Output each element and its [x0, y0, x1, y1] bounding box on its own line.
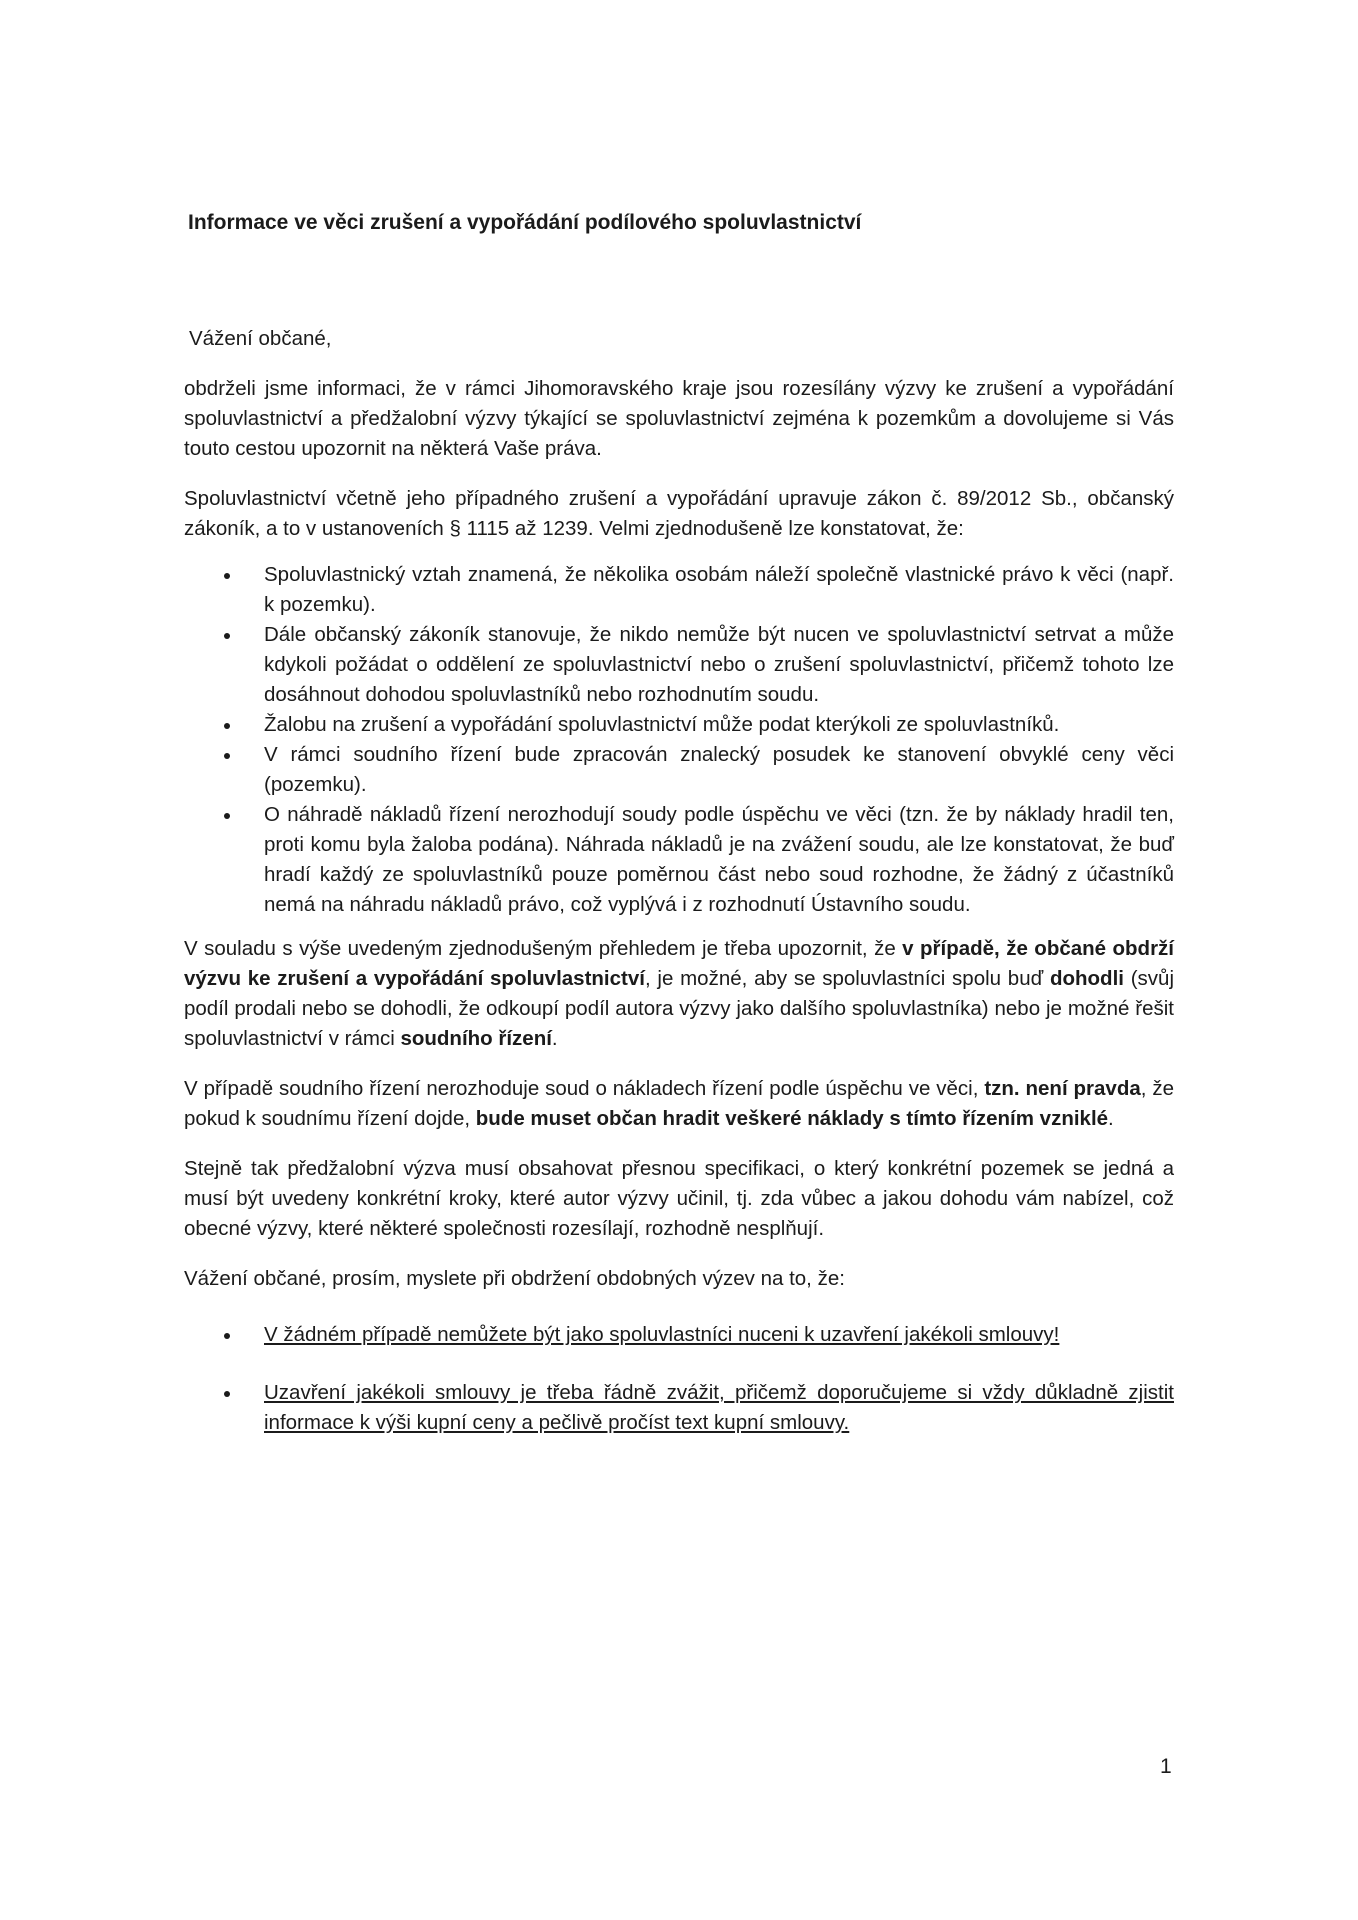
bullet-text: Dále občanský zákoník stanovuje, že nikdo nemůže být nucen ve spoluvlastnictví setrvat a může kdykoli požádat o oddělení ze spoluvlastnictví nebo o zrušení spoluvlastnictví, přičemž tohoto lze dosáhnout dohodou spoluvlastníků nebo rozhodnutím soudu. [264, 623, 1174, 706]
list-item [184, 740, 1174, 800]
prelawsuit-paragraph: Stejně tak předžalobní výzva musí obsahovat přesnou specifikaci, o který konkrétní pozemek se jedná a musí být uvedeny konkrétní kroky, které autor výzvy učinil, tj. zda vůbec a jakou dohodu vám nabízel, což obecné výzvy, které některé společnosti rozesílají, rozhodně nesplňují. [184, 1157, 1174, 1240]
court-text-2: , že pokud k soudnímu řízení dojde, [184, 1077, 1175, 1130]
list-item [184, 620, 1174, 710]
court-bold-2: bude muset občan hradit veškeré náklady s tímto řízením vzniklé [475, 1107, 1109, 1130]
page-number: 1 [1160, 1755, 1172, 1778]
accord-text-2: , je možné, aby se spoluvlastníci spolu buď [644, 967, 1050, 990]
list-item [184, 710, 1174, 740]
bullet-icon [224, 753, 230, 759]
list-item [184, 1378, 1174, 1438]
bullet-icon [224, 633, 230, 639]
list-item [184, 800, 1174, 920]
law-reference-paragraph: Spoluvlastnictví včetně jeho případného zrušení a vypořádání upravuje zákon č. 89/2012 Sb., občanský zákoník, a to v ustanoveních § 1115 až 1239. Velmi zjednodušeně lze konstatovat, že: [184, 487, 1174, 540]
accord-bold-1: v případě, že občané obdrží výzvu ke zrušení a vypořádání spoluvlastnictví [184, 937, 1174, 990]
list-item [184, 1320, 1174, 1350]
accord-bold-3: soudního řízení [400, 1027, 552, 1050]
list-item [184, 560, 1174, 620]
bullet-text: Žalobu na zrušení a vypořádání spoluvlastnictví může podat kterýkoli ze spoluvlastníků. [264, 713, 1060, 736]
court-bold-1: tzn. není pravda [984, 1077, 1141, 1100]
accord-text-4: . [551, 1027, 558, 1050]
court-costs-paragraph [184, 1074, 1174, 1134]
accord-text-3: (svůj podíl prodali nebo se dohodli, že odkoupí podíl autora výzvy jako dalšího spoluvlastníka) nebo je možné řešit spoluvlastnictví v rámci [184, 967, 1174, 1050]
intro-paragraph: obdrželi jsme informaci, že v rámci Jihomoravského kraje jsou rozesílány výzvy ke zrušení a vypořádání spoluvlastnictví a předžalobní výzvy týkající se spoluvlastnictví zejména k pozemkům a dovolujeme si Vás touto cestou upozornit na některá Vaše práva. [184, 377, 1174, 460]
bullet-icon [224, 723, 230, 729]
document-title: Informace ve věci zrušení a vypořádání podílového spoluvlastnictví [188, 211, 862, 234]
accord-bold-2: dohodli [1049, 967, 1124, 990]
court-text-3: . [1108, 1107, 1114, 1130]
bullet-text: O náhradě nákladů řízení nerozhodují soudy podle úspěchu ve věci (tzn. že by náklady hradil ten, proti komu byla žaloba podána). Náhrada nákladů je na zvážení soudu, ale lze konstatovat, že buď hradí každý ze spoluvlastníků pouze poměrnou část nebo soud rozhodne, že žádný z účastníků nemá na náhradu nákladů právo, což vyplývá i z rozhodnutí Ústavního soudu. [264, 803, 1174, 916]
warning-text: Uzavření jakékoli smlouvy je třeba řádně zvážit, přičemž doporučujeme si vždy důkladně zjistit informace k výši kupní ceny a pečlivě pročíst text kupní smlouvy. [264, 1381, 1174, 1434]
bullet-icon [224, 1391, 230, 1397]
court-text-1: V případě soudního řízení nerozhoduje soud o nákladech řízení podle úspěchu ve věci, [184, 1077, 985, 1100]
warning-list [184, 1320, 1174, 1438]
bullet-text: V rámci soudního řízení bude zpracován znalecký posudek ke stanovení obvyklé ceny věci (pozemku). [264, 743, 1174, 796]
document-body [184, 210, 1174, 1466]
warning-text: V žádném případě nemůžete být jako spoluvlastníci nuceni k uzavření jakékoli smlouvy! [264, 1323, 1060, 1346]
bullet-text: Spoluvlastnický vztah znamená, že několika osobám náleží společně vlastnické právo k věci (např. k pozemku). [264, 563, 1174, 616]
accord-paragraph [184, 934, 1174, 1054]
salutation: Vážení občané, [189, 327, 332, 350]
summary-bullet-list [184, 560, 1174, 920]
closing-intro: Vážení občané, prosím, myslete při obdržení obdobných výzev na to, že: [184, 1267, 845, 1290]
bullet-icon [224, 573, 230, 579]
bullet-icon [224, 813, 230, 819]
bullet-icon [224, 1333, 230, 1339]
accord-text-1: V souladu s výše uvedeným zjednodušeným přehledem je třeba upozornit, že [184, 937, 903, 960]
